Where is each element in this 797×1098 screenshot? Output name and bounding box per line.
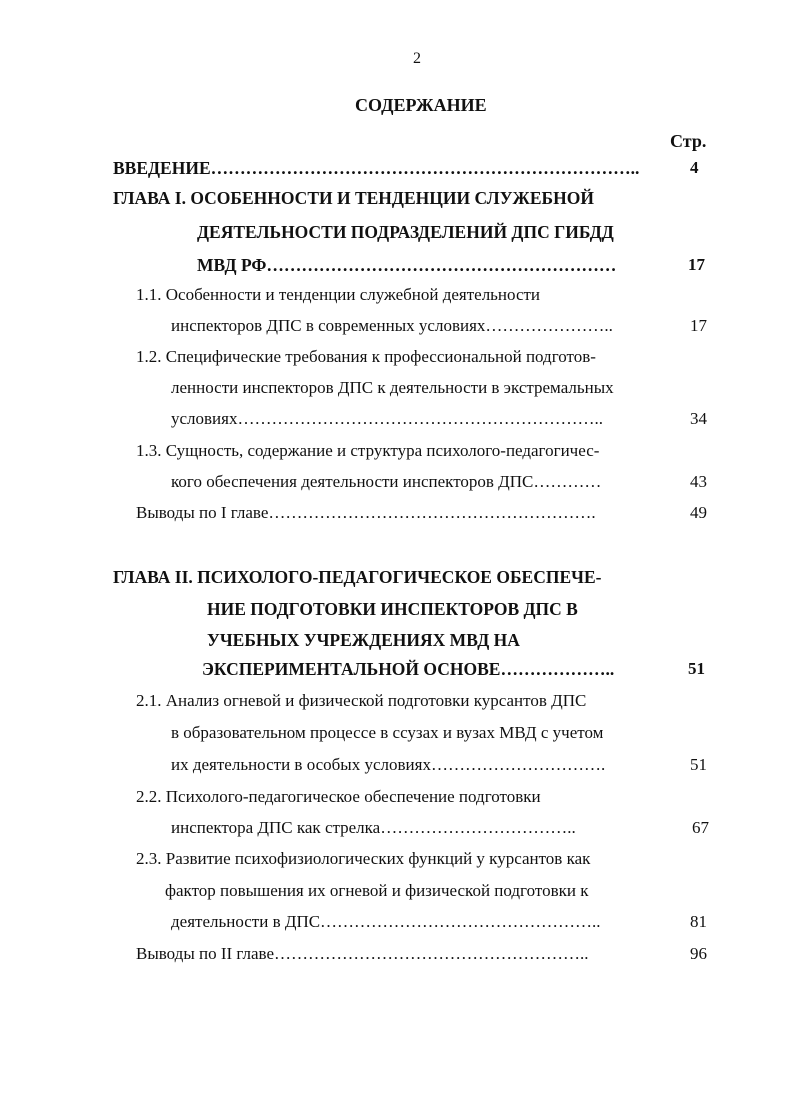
toc-entry-page: 17 xyxy=(688,255,705,274)
toc-entry-line: инспекторов ДПС в современных условиях………………….. xyxy=(171,316,613,335)
toc-entry-page: 17 xyxy=(690,316,707,335)
page-column-header: Стр. xyxy=(670,131,707,151)
toc-title: СОДЕРЖАНИЕ xyxy=(355,95,487,115)
toc-entry-line: 1.3. Сущность, содержание и структура психолого-педагогичес- xyxy=(136,441,600,460)
toc-entry-line: УЧЕБНЫХ УЧРЕЖДЕНИЯХ МВД НА xyxy=(207,630,520,650)
toc-entry-line: Выводы по I главе…………………………………………………. xyxy=(136,503,596,522)
toc-entry-line: Выводы по II главе……………………………………………….. xyxy=(136,944,589,963)
toc-entry-page: 4 xyxy=(690,158,699,177)
toc-entry-line: 2.2. Психолого-педагогическое обеспечение подготовки xyxy=(136,787,541,806)
toc-entry-page: 49 xyxy=(690,503,707,522)
page-number: 2 xyxy=(413,50,421,67)
toc-entry-page: 81 xyxy=(690,912,707,931)
toc-entry-line: условиях……………………………………………………….. xyxy=(171,409,603,428)
toc-entry-page: 96 xyxy=(690,944,707,963)
toc-entry-line: ГЛАВА I. ОСОБЕННОСТИ И ТЕНДЕНЦИИ СЛУЖЕБНОЙ xyxy=(113,188,594,208)
toc-entry-line: НИЕ ПОДГОТОВКИ ИНСПЕКТОРОВ ДПС В xyxy=(207,599,578,619)
toc-entry-line: ДЕЯТЕЛЬНОСТИ ПОДРАЗДЕЛЕНИЙ ДПС ГИБДД xyxy=(197,222,614,242)
toc-entry-line: ВВЕДЕНИЕ……………………………………………………………….. xyxy=(113,158,640,178)
toc-entry-page: 51 xyxy=(690,755,707,774)
toc-entry-page: 34 xyxy=(690,409,707,428)
toc-entry-line: их деятельности в особых условиях…………………………. xyxy=(171,755,606,774)
toc-entry-line: кого обеспечения деятельности инспекторов ДПС………… xyxy=(171,472,602,491)
toc-entry-line: фактор повышения их огневой и физической подготовки к xyxy=(165,881,589,900)
toc-entry-line: 1.2. Специфические требования к профессиональной подготов- xyxy=(136,347,596,366)
toc-entry-line: инспектора ДПС как стрелка…………………………….. xyxy=(171,818,576,837)
toc-entry-line: 1.1. Особенности и тенденции служебной деятельности xyxy=(136,285,541,304)
toc-entry-page: 51 xyxy=(688,659,705,678)
toc-entry-line: 2.1. Анализ огневой и физической подготовки курсантов ДПС xyxy=(136,691,587,710)
toc-entry-line: ЭКСПЕРИМЕНТАЛЬНОЙ ОСНОВЕ……………….. xyxy=(202,659,615,679)
toc-entry-line: ленности инспекторов ДПС к деятельности в экстремальных xyxy=(171,378,614,397)
toc-entry-page: 43 xyxy=(690,472,707,491)
toc-entry-line: МВД РФ…………………………………………………… xyxy=(197,255,617,275)
toc-entry-line: деятельности в ДПС………………………………………….. xyxy=(171,912,601,931)
toc-entry-page: 67 xyxy=(692,818,709,837)
toc-entry-line: в образовательном процессе в ссузах и вузах МВД с учетом xyxy=(171,723,604,742)
toc-entry-line: 2.3. Развитие психофизиологических функций у курсантов как xyxy=(136,849,591,868)
toc-entry-line: ГЛАВА II. ПСИХОЛОГО-ПЕДАГОГИЧЕСКОЕ ОБЕСПЕЧЕ- xyxy=(113,567,602,587)
